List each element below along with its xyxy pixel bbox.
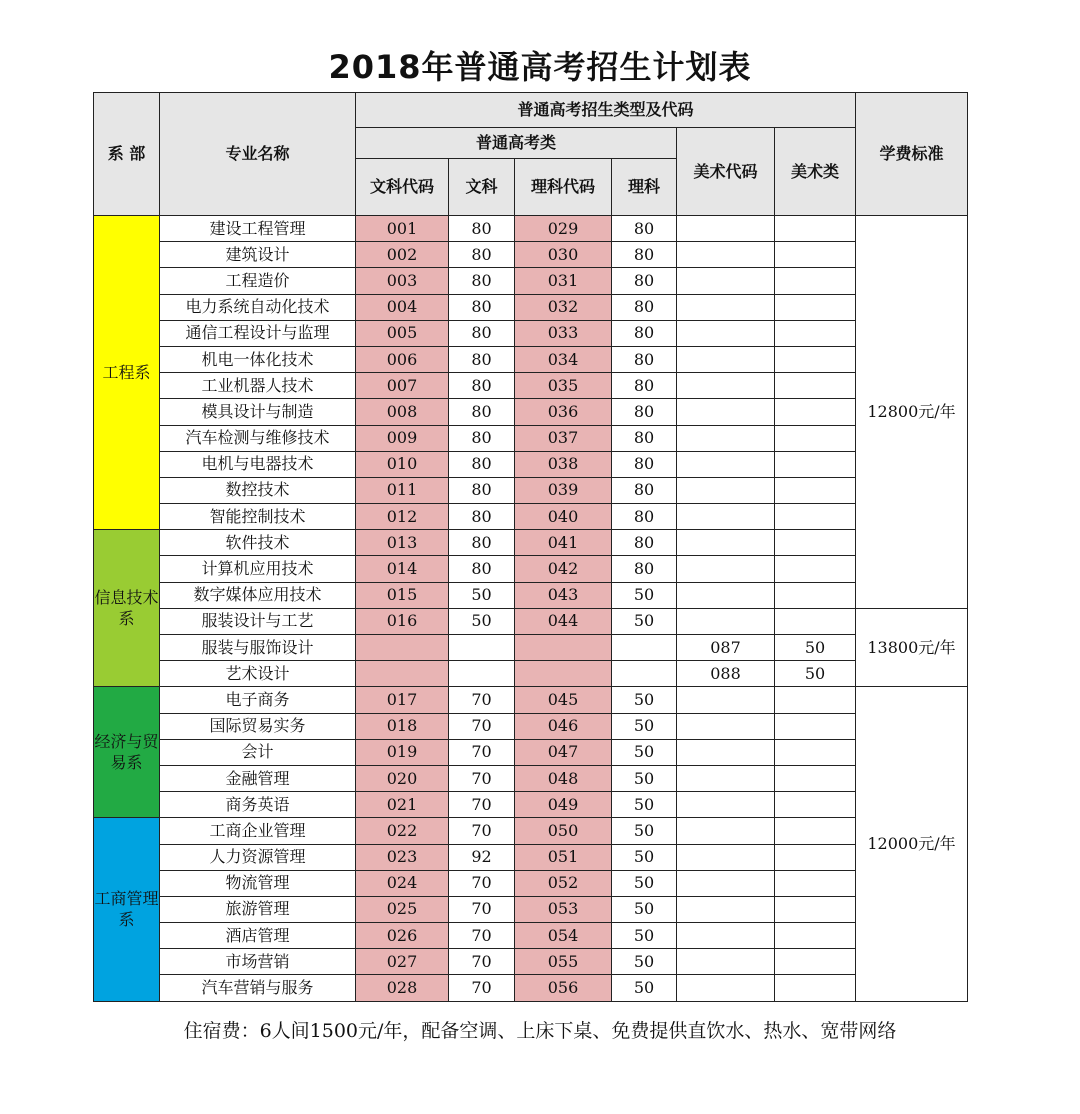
arts-quota-cell: 80 bbox=[449, 242, 515, 268]
fine-arts-code-cell bbox=[677, 399, 775, 425]
science-quota-cell: 50 bbox=[612, 975, 677, 1001]
science-code-cell: 038 bbox=[515, 451, 612, 477]
science-code-cell: 034 bbox=[515, 346, 612, 372]
fine-arts-quota-cell bbox=[775, 739, 856, 765]
arts-code-cell: 001 bbox=[356, 216, 449, 242]
science-code-cell: 054 bbox=[515, 923, 612, 949]
arts-quota-cell: 80 bbox=[449, 346, 515, 372]
table-row bbox=[94, 399, 968, 425]
table-row bbox=[94, 975, 968, 1001]
table-row bbox=[94, 268, 968, 294]
major-cell: 会计 bbox=[160, 739, 356, 765]
arts-code-cell: 019 bbox=[356, 739, 449, 765]
major-cell: 工商企业管理 bbox=[160, 818, 356, 844]
fine-arts-code-cell bbox=[677, 373, 775, 399]
science-code-cell: 031 bbox=[515, 268, 612, 294]
major-cell: 商务英语 bbox=[160, 792, 356, 818]
fine-arts-quota-cell bbox=[775, 896, 856, 922]
science-quota-cell: 50 bbox=[612, 844, 677, 870]
table-row bbox=[94, 896, 968, 922]
fine-arts-quota-cell bbox=[775, 451, 856, 477]
fine-arts-code-cell bbox=[677, 504, 775, 530]
fine-arts-quota-cell bbox=[775, 504, 856, 530]
science-quota-cell: 80 bbox=[612, 216, 677, 242]
header-arts-code: 文科代码 bbox=[356, 159, 449, 216]
arts-quota-cell: 70 bbox=[449, 687, 515, 713]
arts-quota-cell: 50 bbox=[449, 608, 515, 634]
arts-quota-cell: 92 bbox=[449, 844, 515, 870]
major-cell: 服装设计与工艺 bbox=[160, 608, 356, 634]
fine-arts-quota-cell bbox=[775, 216, 856, 242]
arts-code-cell: 024 bbox=[356, 870, 449, 896]
table-row bbox=[94, 477, 968, 503]
fine-arts-code-cell bbox=[677, 216, 775, 242]
major-cell: 汽车营销与服务 bbox=[160, 975, 356, 1001]
table-row bbox=[94, 687, 968, 713]
science-quota-cell: 50 bbox=[612, 582, 677, 608]
arts-code-cell: 005 bbox=[356, 320, 449, 346]
header-department: 系 部 bbox=[94, 93, 160, 216]
major-cell: 艺术设计 bbox=[160, 661, 356, 687]
table-row bbox=[94, 242, 968, 268]
arts-quota-cell: 70 bbox=[449, 896, 515, 922]
science-code-cell: 052 bbox=[515, 870, 612, 896]
tuition-cell: 13800元/年 bbox=[856, 608, 968, 687]
header-science-code: 理科代码 bbox=[515, 159, 612, 216]
science-quota-cell: 80 bbox=[612, 320, 677, 346]
arts-quota-cell bbox=[449, 635, 515, 661]
table-row bbox=[94, 373, 968, 399]
arts-code-cell: 011 bbox=[356, 477, 449, 503]
fine-arts-code-cell bbox=[677, 844, 775, 870]
science-quota-cell: 80 bbox=[612, 451, 677, 477]
table-row bbox=[94, 504, 968, 530]
science-code-cell: 044 bbox=[515, 608, 612, 634]
arts-code-cell: 004 bbox=[356, 294, 449, 320]
enrollment-plan-table bbox=[93, 92, 968, 1002]
arts-code-cell: 013 bbox=[356, 530, 449, 556]
science-quota-cell: 80 bbox=[612, 556, 677, 582]
science-quota-cell bbox=[612, 661, 677, 687]
science-quota-cell: 50 bbox=[612, 739, 677, 765]
fine-arts-quota-cell bbox=[775, 268, 856, 294]
science-quota-cell: 80 bbox=[612, 242, 677, 268]
science-quota-cell: 50 bbox=[612, 687, 677, 713]
header-science: 理科 bbox=[612, 159, 677, 216]
science-quota-cell bbox=[612, 635, 677, 661]
science-code-cell bbox=[515, 661, 612, 687]
table-row bbox=[94, 216, 968, 242]
fine-arts-code-cell bbox=[677, 870, 775, 896]
fine-arts-code-cell bbox=[677, 451, 775, 477]
arts-code-cell: 009 bbox=[356, 425, 449, 451]
fine-arts-code-cell bbox=[677, 765, 775, 791]
arts-code-cell: 028 bbox=[356, 975, 449, 1001]
fine-arts-quota-cell bbox=[775, 844, 856, 870]
science-quota-cell: 50 bbox=[612, 792, 677, 818]
science-quota-cell: 50 bbox=[612, 818, 677, 844]
arts-code-cell: 020 bbox=[356, 765, 449, 791]
table-row bbox=[94, 451, 968, 477]
science-code-cell: 033 bbox=[515, 320, 612, 346]
science-code-cell: 050 bbox=[515, 818, 612, 844]
arts-code-cell: 006 bbox=[356, 346, 449, 372]
science-quota-cell: 50 bbox=[612, 949, 677, 975]
fine-arts-code-cell bbox=[677, 294, 775, 320]
science-code-cell: 051 bbox=[515, 844, 612, 870]
arts-code-cell: 017 bbox=[356, 687, 449, 713]
arts-quota-cell: 70 bbox=[449, 975, 515, 1001]
major-cell: 工业机器人技术 bbox=[160, 373, 356, 399]
table-row bbox=[94, 792, 968, 818]
arts-code-cell bbox=[356, 635, 449, 661]
table-row bbox=[94, 923, 968, 949]
fine-arts-quota-cell bbox=[775, 530, 856, 556]
tuition-cell: 12800元/年 bbox=[856, 216, 968, 609]
arts-code-cell: 021 bbox=[356, 792, 449, 818]
science-code-cell: 029 bbox=[515, 216, 612, 242]
fine-arts-code-cell bbox=[677, 530, 775, 556]
fine-arts-quota-cell bbox=[775, 687, 856, 713]
fine-arts-code-cell bbox=[677, 346, 775, 372]
table-row bbox=[94, 320, 968, 346]
fine-arts-code-cell bbox=[677, 268, 775, 294]
fine-arts-code-cell bbox=[677, 923, 775, 949]
arts-code-cell: 025 bbox=[356, 896, 449, 922]
arts-quota-cell: 50 bbox=[449, 582, 515, 608]
fine-arts-code-cell: 087 bbox=[677, 635, 775, 661]
arts-code-cell: 008 bbox=[356, 399, 449, 425]
science-quota-cell: 50 bbox=[612, 765, 677, 791]
arts-code-cell: 023 bbox=[356, 844, 449, 870]
table-row bbox=[94, 661, 968, 687]
science-quota-cell: 50 bbox=[612, 923, 677, 949]
fine-arts-quota-cell bbox=[775, 923, 856, 949]
fine-arts-code-cell bbox=[677, 687, 775, 713]
science-quota-cell: 80 bbox=[612, 346, 677, 372]
science-code-cell: 030 bbox=[515, 242, 612, 268]
arts-quota-cell: 70 bbox=[449, 792, 515, 818]
fine-arts-quota-cell bbox=[775, 242, 856, 268]
arts-quota-cell: 70 bbox=[449, 949, 515, 975]
science-quota-cell: 50 bbox=[612, 896, 677, 922]
table-row bbox=[94, 294, 968, 320]
fine-arts-quota-cell bbox=[775, 399, 856, 425]
fine-arts-quota-cell bbox=[775, 949, 856, 975]
table-row bbox=[94, 346, 968, 372]
major-cell: 物流管理 bbox=[160, 870, 356, 896]
major-cell: 工程造价 bbox=[160, 268, 356, 294]
arts-code-cell: 027 bbox=[356, 949, 449, 975]
arts-code-cell: 016 bbox=[356, 608, 449, 634]
arts-quota-cell: 70 bbox=[449, 870, 515, 896]
fine-arts-quota-cell bbox=[775, 346, 856, 372]
fine-arts-quota-cell bbox=[775, 477, 856, 503]
science-code-cell: 047 bbox=[515, 739, 612, 765]
arts-quota-cell: 80 bbox=[449, 504, 515, 530]
header-major: 专业名称 bbox=[160, 93, 356, 216]
table-row bbox=[94, 425, 968, 451]
science-quota-cell: 80 bbox=[612, 373, 677, 399]
science-code-cell: 055 bbox=[515, 949, 612, 975]
page-title: 2018年普通高考招生计划表 bbox=[328, 48, 752, 86]
major-cell: 数控技术 bbox=[160, 477, 356, 503]
fine-arts-quota-cell bbox=[775, 320, 856, 346]
fine-arts-code-cell bbox=[677, 818, 775, 844]
arts-code-cell: 002 bbox=[356, 242, 449, 268]
fine-arts-code-cell bbox=[677, 792, 775, 818]
arts-quota-cell: 80 bbox=[449, 216, 515, 242]
science-code-cell bbox=[515, 635, 612, 661]
major-cell: 建设工程管理 bbox=[160, 216, 356, 242]
department-cell: 经济与贸易系 bbox=[94, 687, 160, 818]
major-cell: 人力资源管理 bbox=[160, 844, 356, 870]
table-row bbox=[94, 530, 968, 556]
science-code-cell: 056 bbox=[515, 975, 612, 1001]
fine-arts-code-cell: 088 bbox=[677, 661, 775, 687]
major-cell: 汽车检测与维修技术 bbox=[160, 425, 356, 451]
department-cell: 工商管理系 bbox=[94, 818, 160, 1001]
fine-arts-code-cell bbox=[677, 713, 775, 739]
science-code-cell: 048 bbox=[515, 765, 612, 791]
header-fine-arts-code: 美术代码 bbox=[677, 128, 775, 216]
fine-arts-quota-cell bbox=[775, 765, 856, 791]
major-cell: 酒店管理 bbox=[160, 923, 356, 949]
table-row bbox=[94, 818, 968, 844]
fine-arts-quota-cell bbox=[775, 870, 856, 896]
table-row bbox=[94, 635, 968, 661]
accommodation-note: 住宿费：6人间1500元/年，配备空调、上床下桌、免费提供直饮水、热水、宽带网络 bbox=[183, 1020, 897, 1042]
table-row bbox=[94, 844, 968, 870]
arts-code-cell: 003 bbox=[356, 268, 449, 294]
arts-code-cell: 022 bbox=[356, 818, 449, 844]
fine-arts-code-cell bbox=[677, 949, 775, 975]
fine-arts-quota-cell bbox=[775, 425, 856, 451]
header-general-group: 普通高考类 bbox=[356, 128, 677, 159]
table-row bbox=[94, 765, 968, 791]
major-cell: 市场营销 bbox=[160, 949, 356, 975]
major-cell: 服装与服饰设计 bbox=[160, 635, 356, 661]
science-quota-cell: 80 bbox=[612, 399, 677, 425]
fine-arts-code-cell bbox=[677, 320, 775, 346]
fine-arts-code-cell bbox=[677, 477, 775, 503]
fine-arts-quota-cell bbox=[775, 818, 856, 844]
table-row bbox=[94, 582, 968, 608]
arts-quota-cell: 70 bbox=[449, 818, 515, 844]
fine-arts-code-cell bbox=[677, 425, 775, 451]
fine-arts-code-cell bbox=[677, 896, 775, 922]
science-code-cell: 035 bbox=[515, 373, 612, 399]
arts-quota-cell: 70 bbox=[449, 739, 515, 765]
arts-quota-cell: 70 bbox=[449, 923, 515, 949]
department-cell: 信息技术系 bbox=[94, 530, 160, 687]
arts-code-cell: 012 bbox=[356, 504, 449, 530]
arts-code-cell: 014 bbox=[356, 556, 449, 582]
major-cell: 数字媒体应用技术 bbox=[160, 582, 356, 608]
table-row bbox=[94, 608, 968, 634]
science-quota-cell: 50 bbox=[612, 870, 677, 896]
arts-quota-cell: 80 bbox=[449, 399, 515, 425]
major-cell: 软件技术 bbox=[160, 530, 356, 556]
arts-quota-cell: 80 bbox=[449, 268, 515, 294]
science-quota-cell: 80 bbox=[612, 294, 677, 320]
major-cell: 计算机应用技术 bbox=[160, 556, 356, 582]
science-quota-cell: 80 bbox=[612, 504, 677, 530]
arts-code-cell: 026 bbox=[356, 923, 449, 949]
table-row bbox=[94, 713, 968, 739]
table-row bbox=[94, 949, 968, 975]
fine-arts-code-cell bbox=[677, 556, 775, 582]
arts-quota-cell: 70 bbox=[449, 765, 515, 791]
science-quota-cell: 50 bbox=[612, 608, 677, 634]
major-cell: 机电一体化技术 bbox=[160, 346, 356, 372]
arts-quota-cell bbox=[449, 661, 515, 687]
fine-arts-quota-cell: 50 bbox=[775, 635, 856, 661]
fine-arts-quota-cell bbox=[775, 608, 856, 634]
science-code-cell: 040 bbox=[515, 504, 612, 530]
science-code-cell: 037 bbox=[515, 425, 612, 451]
fine-arts-quota-cell bbox=[775, 373, 856, 399]
arts-code-cell: 007 bbox=[356, 373, 449, 399]
science-code-cell: 039 bbox=[515, 477, 612, 503]
major-cell: 旅游管理 bbox=[160, 896, 356, 922]
arts-quota-cell: 80 bbox=[449, 373, 515, 399]
fine-arts-quota-cell bbox=[775, 294, 856, 320]
arts-code-cell: 010 bbox=[356, 451, 449, 477]
fine-arts-quota-cell bbox=[775, 792, 856, 818]
fine-arts-quota-cell bbox=[775, 713, 856, 739]
major-cell: 模具设计与制造 bbox=[160, 399, 356, 425]
fine-arts-code-cell bbox=[677, 582, 775, 608]
table-row bbox=[94, 739, 968, 765]
arts-quota-cell: 80 bbox=[449, 425, 515, 451]
table-row bbox=[94, 556, 968, 582]
fine-arts-code-cell bbox=[677, 608, 775, 634]
fine-arts-code-cell bbox=[677, 242, 775, 268]
tuition-cell: 12000元/年 bbox=[856, 687, 968, 1001]
science-quota-cell: 50 bbox=[612, 713, 677, 739]
arts-quota-cell: 80 bbox=[449, 294, 515, 320]
arts-quota-cell: 80 bbox=[449, 556, 515, 582]
science-code-cell: 042 bbox=[515, 556, 612, 582]
fine-arts-quota-cell bbox=[775, 975, 856, 1001]
science-quota-cell: 80 bbox=[612, 477, 677, 503]
major-cell: 电机与电器技术 bbox=[160, 451, 356, 477]
science-code-cell: 045 bbox=[515, 687, 612, 713]
header-arts: 文科 bbox=[449, 159, 515, 216]
arts-code-cell: 018 bbox=[356, 713, 449, 739]
header-fine-arts: 美术类 bbox=[775, 128, 856, 216]
arts-quota-cell: 80 bbox=[449, 320, 515, 346]
major-cell: 国际贸易实务 bbox=[160, 713, 356, 739]
fine-arts-code-cell bbox=[677, 739, 775, 765]
science-quota-cell: 80 bbox=[612, 268, 677, 294]
table-row bbox=[94, 870, 968, 896]
science-code-cell: 046 bbox=[515, 713, 612, 739]
fine-arts-quota-cell bbox=[775, 582, 856, 608]
arts-quota-cell: 70 bbox=[449, 713, 515, 739]
science-quota-cell: 80 bbox=[612, 425, 677, 451]
arts-quota-cell: 80 bbox=[449, 451, 515, 477]
major-cell: 金融管理 bbox=[160, 765, 356, 791]
header-tuition: 学费标准 bbox=[856, 93, 968, 216]
major-cell: 智能控制技术 bbox=[160, 504, 356, 530]
major-cell: 通信工程设计与监理 bbox=[160, 320, 356, 346]
arts-code-cell bbox=[356, 661, 449, 687]
science-code-cell: 043 bbox=[515, 582, 612, 608]
arts-code-cell: 015 bbox=[356, 582, 449, 608]
science-code-cell: 032 bbox=[515, 294, 612, 320]
arts-quota-cell: 80 bbox=[449, 530, 515, 556]
science-quota-cell: 80 bbox=[612, 530, 677, 556]
science-code-cell: 053 bbox=[515, 896, 612, 922]
arts-quota-cell: 80 bbox=[449, 477, 515, 503]
major-cell: 电力系统自动化技术 bbox=[160, 294, 356, 320]
science-code-cell: 049 bbox=[515, 792, 612, 818]
science-code-cell: 041 bbox=[515, 530, 612, 556]
table-body bbox=[94, 216, 968, 1002]
major-cell: 建筑设计 bbox=[160, 242, 356, 268]
fine-arts-code-cell bbox=[677, 975, 775, 1001]
fine-arts-quota-cell bbox=[775, 556, 856, 582]
header-category-group: 普通高考招生类型及代码 bbox=[356, 93, 856, 128]
science-code-cell: 036 bbox=[515, 399, 612, 425]
fine-arts-quota-cell: 50 bbox=[775, 661, 856, 687]
major-cell: 电子商务 bbox=[160, 687, 356, 713]
department-cell: 工程系 bbox=[94, 216, 160, 530]
